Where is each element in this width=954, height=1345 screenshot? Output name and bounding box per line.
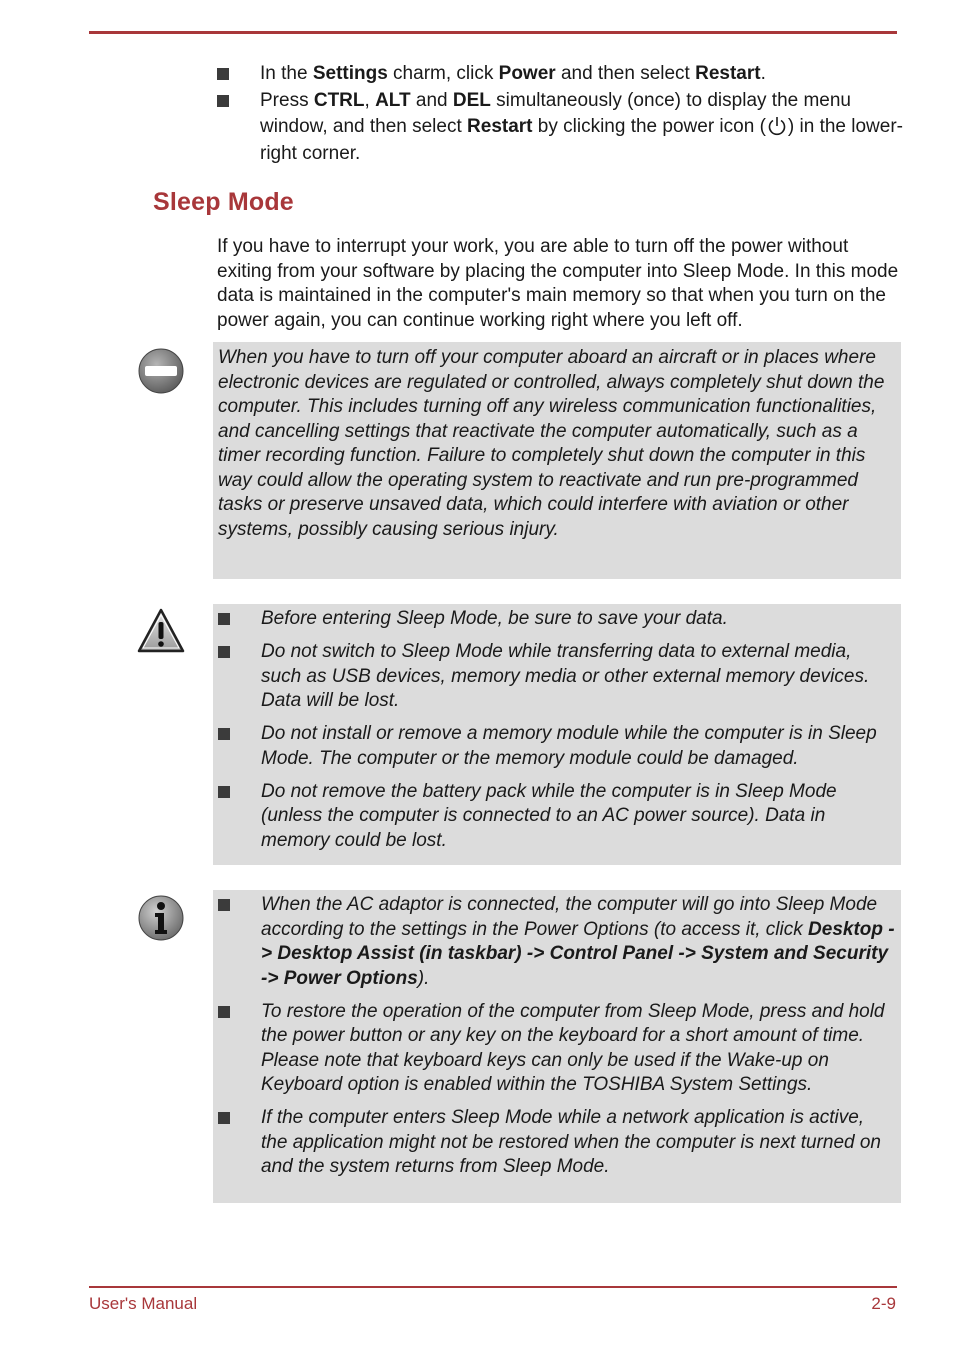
- bullet-square-icon: [218, 1112, 230, 1124]
- section-title: Sleep Mode: [153, 188, 294, 216]
- bullet-square-icon: [218, 613, 230, 625]
- list-item: When the AC adaptor is connected, the computer will go into Sleep Mode according to the settings in the Power Options (to access it, click Desktop -> Desktop Assist (in taskbar) -> Control Panel -> System and Security -> Power Options).: [213, 893, 901, 991]
- bullet-square-icon: [218, 646, 230, 658]
- list-item: Do not remove the battery pack while the computer is in Sleep Mode (unless the computer is connected to an AC power source). Data in memory could be lost.: [213, 780, 901, 854]
- bullet-square-icon: [217, 68, 229, 80]
- warning-box: [213, 604, 901, 865]
- list-item: Press CTRL, ALT and DEL simultaneously (once) to display the menu window, and then select Restart by clicking the power icon ( ) in the lower-right corner.: [217, 88, 907, 168]
- stop-icon: [137, 347, 185, 395]
- list-item: Do not install or remove a memory module while the computer is in Sleep Mode. The computer or the memory module could be damaged.: [213, 722, 901, 771]
- header-rule: [89, 31, 897, 34]
- stop-note-box: [213, 342, 901, 579]
- list-item: Do not switch to Sleep Mode while transferring data to external media, such as USB devices, memory media or other external memory devices. Data will be lost.: [213, 640, 901, 714]
- warning-icon: [137, 607, 185, 655]
- list-item: To restore the operation of the computer from Sleep Mode, press and hold the power button or any key on the keyboard for a short amount of time. Please note that keyboard keys can only be used if the Wake-up on Keyboard option is enabled within the TOSHIBA System Settings.: [213, 1000, 901, 1098]
- bullet-square-icon: [217, 95, 229, 107]
- power-icon: [766, 115, 788, 137]
- section-intro: If you have to interrupt your work, you are able to turn off the power without exiting from your software by placing the computer into Sleep Mode. In this mode data is maintained in the computer's main memory so that when you turn on the power again, you can continue working right where you left off.: [217, 236, 899, 331]
- info-icon: [137, 894, 185, 942]
- bullet-square-icon: [218, 728, 230, 740]
- info-box: [213, 890, 901, 1203]
- restart-steps-list: [217, 61, 907, 167]
- stop-note-text: When you have to turn off your computer aboard an aircraft or in places where electronic devices are regulated or controlled, always completely shut down the computer. This includes turning off any wireless communication functionalities, and cancelling settings that reactivate the computer automatically, such as a timer recording function. Failure to completely shut down the computer in this way could allow the operating system to reactivate and run pre-programmed tasks or preserve unsaved data, which could interfere with aviation or other systems, possibly causing serious injury.: [218, 347, 885, 540]
- list-item: Before entering Sleep Mode, be sure to save your data.: [213, 607, 901, 632]
- warning-list: [213, 607, 901, 853]
- bullet-square-icon: [218, 899, 230, 911]
- bullet-square-icon: [218, 1006, 230, 1018]
- info-list: [213, 893, 901, 1180]
- footer-rule: [89, 1286, 897, 1288]
- footer-manual-title: User's Manual: [89, 1294, 198, 1313]
- bullet-square-icon: [218, 786, 230, 798]
- list-item: In the Settings charm, click Power and then select Restart.: [217, 61, 907, 88]
- list-item: If the computer enters Sleep Mode while a network application is active, the application might not be restored when the computer is next turned on and the system returns from Sleep Mode.: [213, 1106, 901, 1180]
- page-number: 2-9: [871, 1294, 896, 1313]
